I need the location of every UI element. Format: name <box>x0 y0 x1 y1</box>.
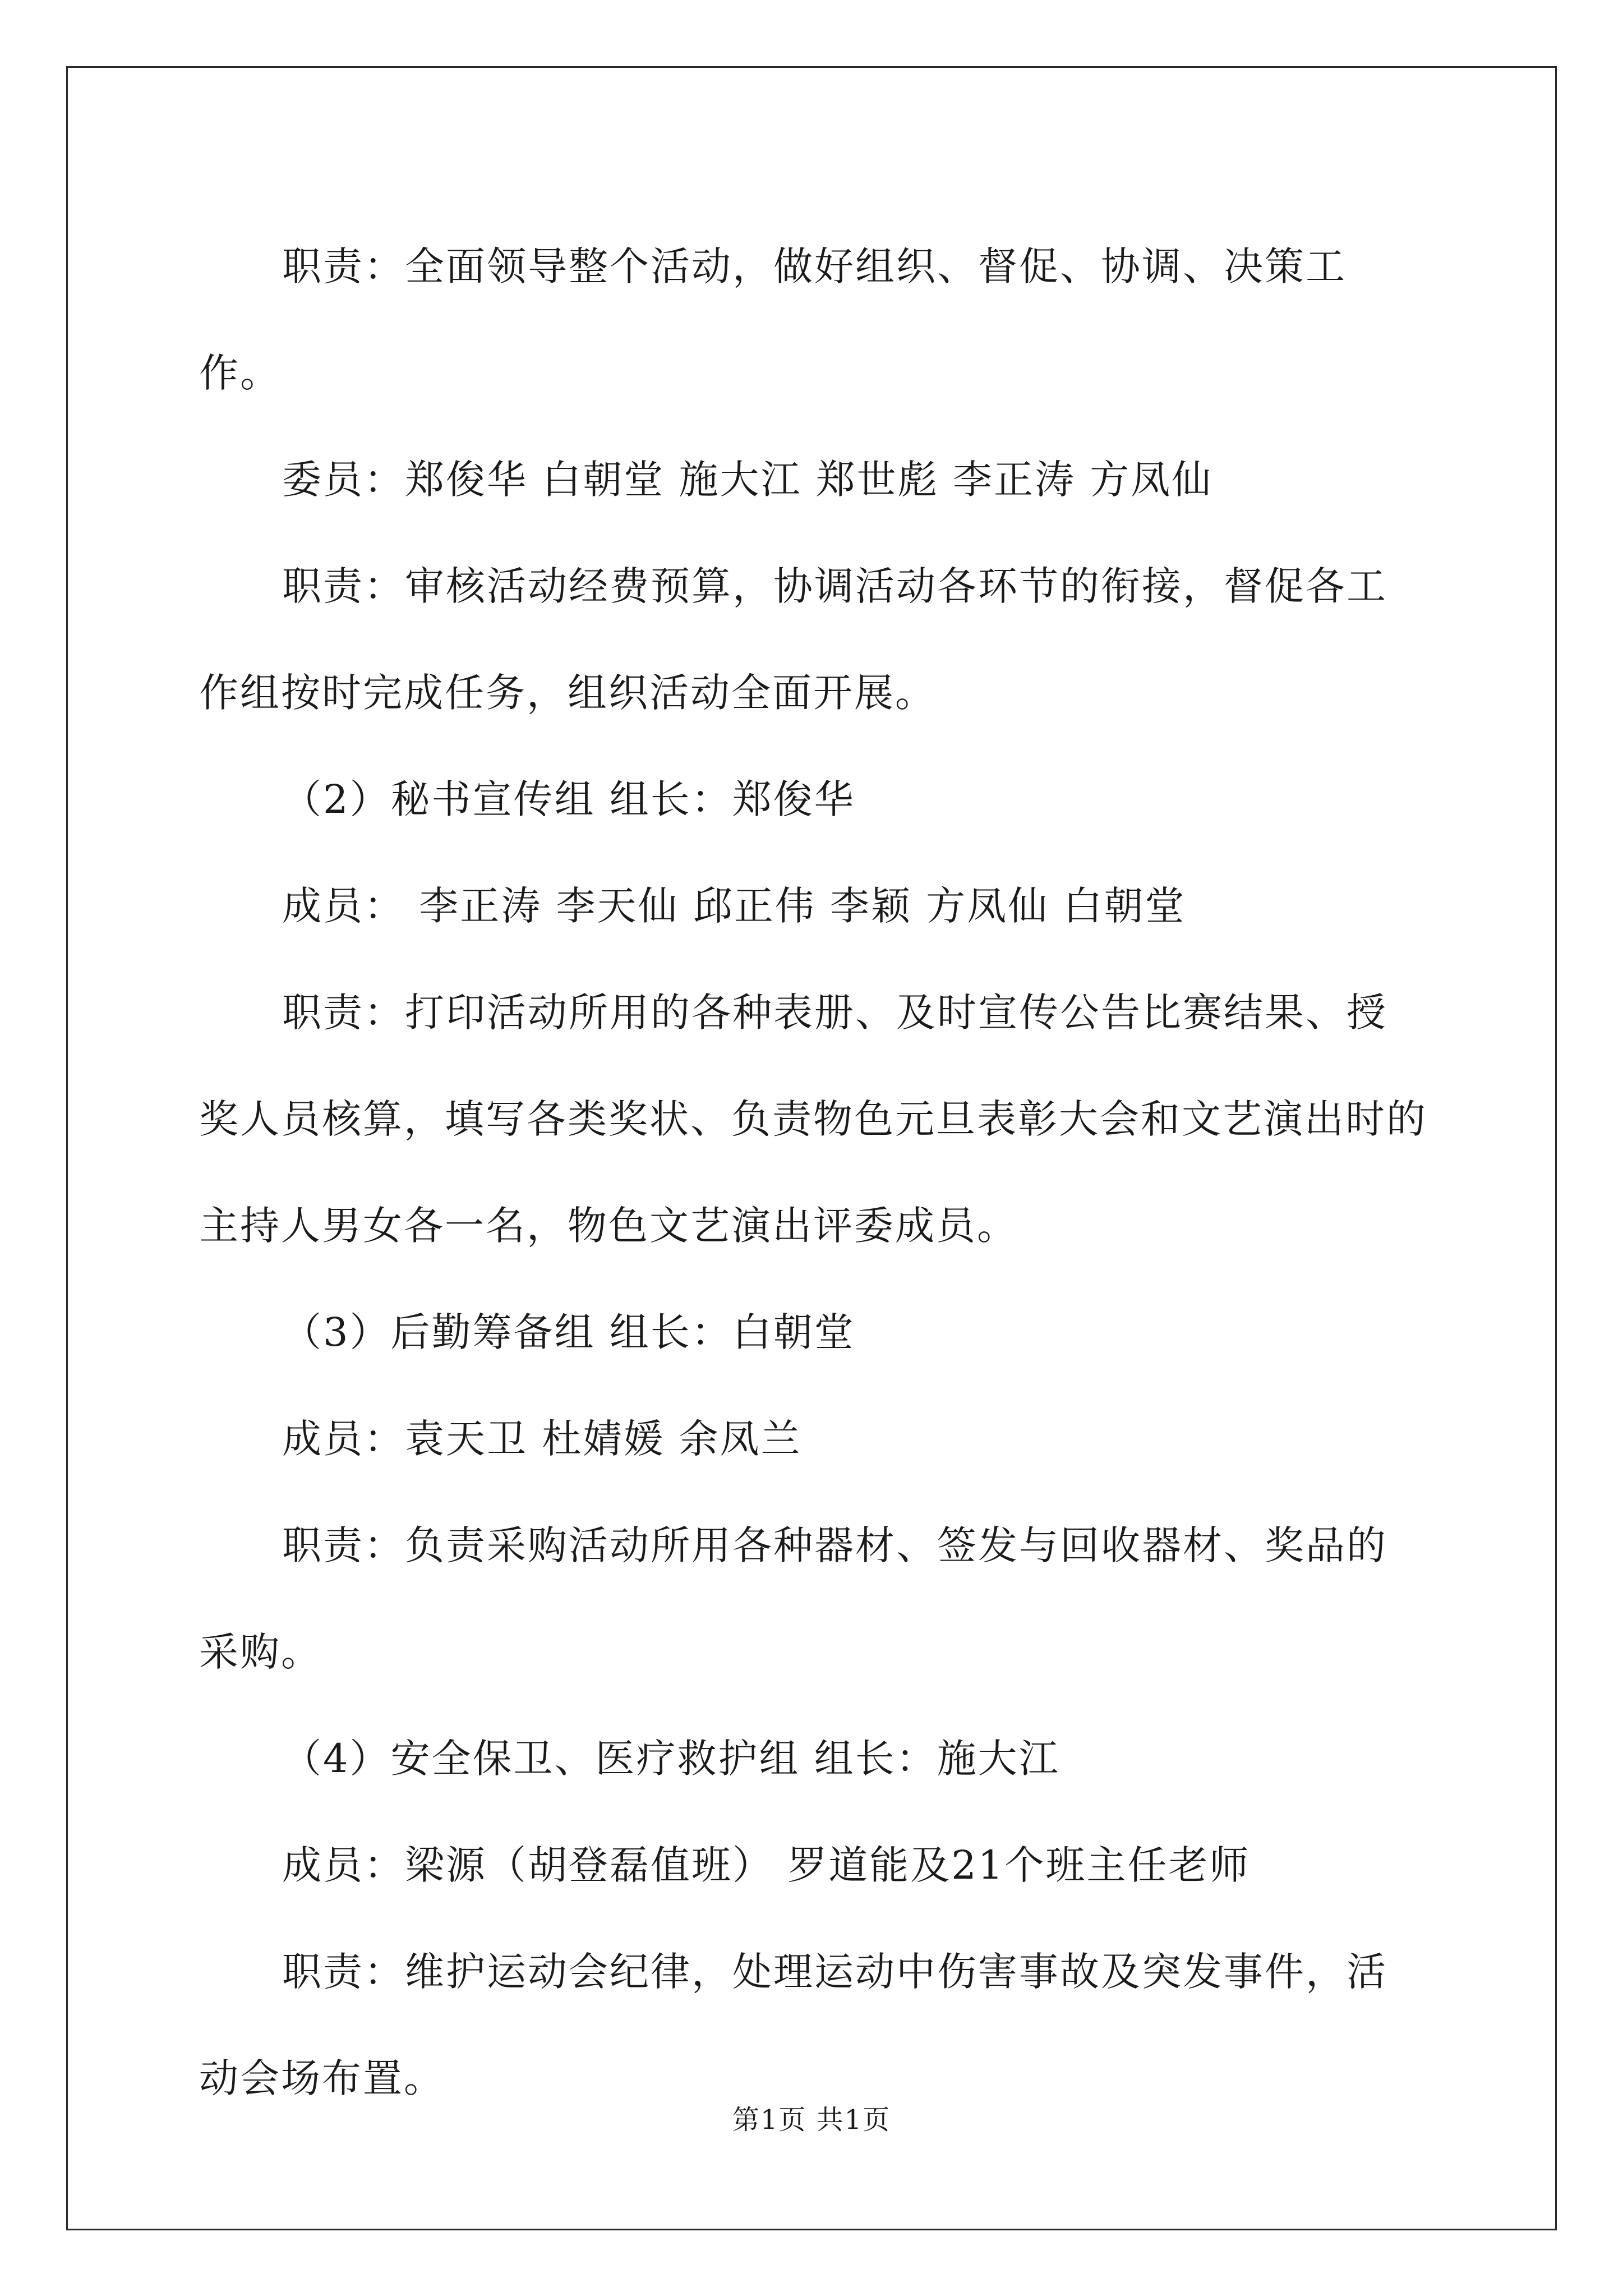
paragraph-secretary-members: 成员： 李正涛 李天仙 邱正伟 李颖 方凤仙 白朝堂 <box>282 883 1186 929</box>
paragraph-logistics-members: 成员：袁天卫 杜婧媛 余凤兰 <box>282 1416 802 1462</box>
paragraph-security-duty: 职责：维护运动会纪律，处理运动中伤害事故及突发事件，活动会场布置。 <box>199 1949 1387 2101</box>
heading-security-group: （4）安全保卫、医疗救护组 组长：施大江 <box>282 1736 1060 1782</box>
page-footer: 第1页 共1页 <box>732 2104 891 2136</box>
heading-logistics-group: （3）后勤筹备组 组长：白朝堂 <box>282 1309 855 1355</box>
paragraph-committee-members: 委员：郑俊华 白朝堂 施大江 郑世彪 李正涛 方凤仙 <box>282 457 1213 503</box>
paragraph-logistics-duty: 职责：负责采购活动所用各种器材、签发与回收器材、奖品的采购。 <box>199 1522 1387 1675</box>
document-body <box>199 213 1427 2132</box>
paragraph-secretary-duty: 职责：打印活动所用的各种表册、及时宣传公告比赛结果、授奖人员核算，填写各类奖状、负责物色元旦表彰大会和文艺演出时的主持人男女各一名，物色文艺演出评委成员。 <box>199 990 1427 1249</box>
paragraph-leadership-duty: 职责：全面领导整个活动，做好组织、督促、协调、决策工作。 <box>199 243 1347 396</box>
paragraph-committee-duty: 职责：审核活动经费预算，协调活动各环节的衔接，督促各工作组按时完成任务，组织活动全面开展。 <box>199 563 1387 716</box>
paragraph-security-members: 成员：梁源（胡登磊值班） 罗道能及21个班主任老师 <box>282 1842 1251 1888</box>
heading-secretary-group: （2）秘书宣传组 组长：郑俊华 <box>282 776 855 822</box>
